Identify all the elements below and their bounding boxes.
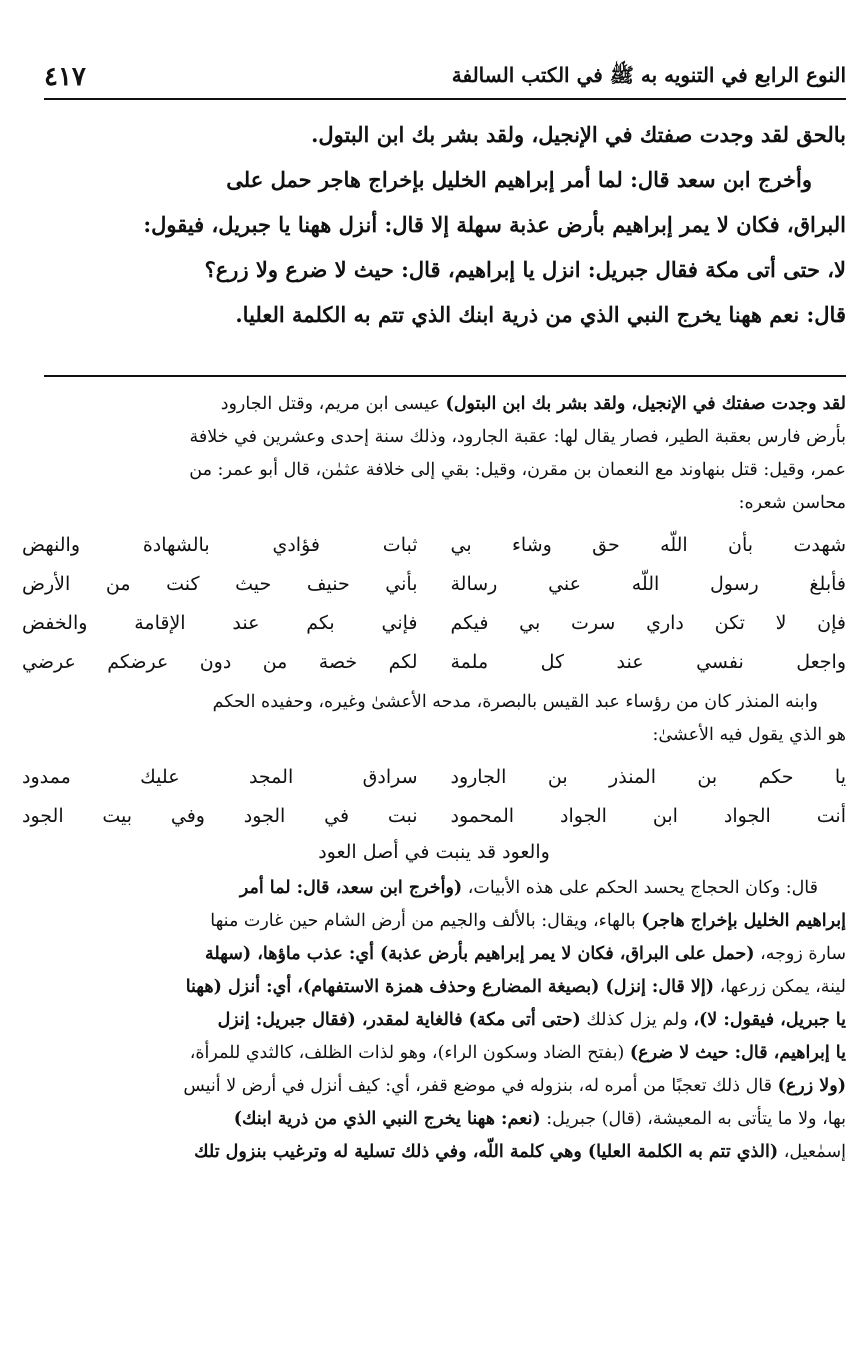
- verse-first-hemistich: يا حكم بن المنذر بن الجارود: [450, 766, 846, 788]
- commentary-line: [22, 1070, 846, 1103]
- page-number: ٤١٧: [44, 62, 86, 92]
- main-line: بالحق لقد وجدت صفتك في الإنجيل، ولقد بشر بك ابن البتول.: [311, 122, 846, 147]
- commentary-bold: (وأخرج ابن سعد، قال: لما أمر: [239, 878, 463, 898]
- verse-second-hemistich: فإني بكم عند الإقامة والخفض: [22, 612, 418, 634]
- commentary-line: [22, 872, 846, 905]
- verse-first-hemistich: واجعل نفسي عند كل ملمة: [450, 651, 846, 673]
- verse-row: [22, 565, 846, 604]
- running-header: [44, 52, 846, 100]
- commentary-text: بأرض فارس بعقبة الطير، فصار يقال لها: عقبة الجارود، وذلك سنة إحدى وعشرين في خلافة: [189, 427, 846, 447]
- verse-row: [22, 758, 846, 797]
- commentary-bold: (ولا زرع): [777, 1076, 846, 1096]
- verse-first-hemistich: شهدت بأن اللّه حق وشاء بي: [450, 534, 846, 556]
- header-title: النوع الرابع في التنويه به ﷺ في الكتب السالفة: [451, 63, 846, 87]
- commentary: [22, 388, 846, 1169]
- verse-row: [22, 643, 846, 682]
- commentary-text: إسمٰعيل،: [778, 1142, 846, 1162]
- commentary-line: [22, 1136, 846, 1169]
- verse-second-hemistich: سرادق المجد عليك ممدود: [22, 766, 418, 788]
- commentary-line: [22, 1103, 846, 1136]
- commentary-text: عمر، وقيل: قتل بنهاوند مع النعمان بن مقرن، وقيل: بقي إلى خلافة عثمٰن، قال أبو عمر: من: [189, 460, 846, 480]
- verse-single: والعود قد ينبت في أصل العود: [318, 841, 550, 863]
- main-line: وأخرج ابن سعد قال: لما أمر إبراهيم الخليل بإخراج هاجر حمل على: [226, 167, 812, 192]
- commentary-text: قال ذلك تعجبًا من أمره له، بنزوله في موضع قفر، أي: كيف أنزل في أرض لا أنيس: [183, 1076, 778, 1096]
- poem-1: [22, 526, 846, 682]
- commentary-text: سارة زوجه،: [754, 944, 846, 964]
- commentary-text: قال: وكان الحجاج يحسد الحكم على هذه الأبيات،: [462, 878, 818, 898]
- commentary-bold: (نعم: ههنا يخرج النبي الذي من ذرية ابنك): [233, 1109, 541, 1129]
- verse-row: [22, 604, 846, 643]
- poem-2: [22, 758, 846, 868]
- commentary-line: [22, 454, 846, 487]
- commentary-line: [22, 487, 846, 520]
- verse-second-hemistich: نبت في الجود وفي بيت الجود: [22, 805, 418, 827]
- commentary-text: محاسن شعره:: [738, 493, 846, 513]
- footnote-divider: [44, 375, 846, 377]
- commentary-line: هو الذي يقول فيه الأعشىٰ:: [652, 725, 846, 745]
- main-line: لا، حتى أتى مكة فقال جبريل: انزل يا إبراهيم، قال: حيث لا ضرع ولا زرع؟: [204, 257, 846, 282]
- commentary-bold: (حتى أتى مكة) فالغاية لمقدر، (فقال جبريل: إنزل: [217, 1010, 581, 1030]
- commentary-text: عيسى ابن مريم، وقتل الجارود: [220, 394, 446, 414]
- commentary-text: (بفتح الضاد وسكون الراء)، وهو لذات الظلف، كالثدي للمرأة،: [189, 1043, 630, 1063]
- commentary-bold: (إلا قال: إنزل) (بصيغة المضارع وحذف همزة الاستفهام)، أي: أنزل (ههنا: [185, 977, 715, 997]
- verse-first-hemistich: فإن لا تكن داري سرت بي فيكم: [450, 612, 846, 634]
- commentary-text: لينة، يمكن زرعها،: [714, 977, 846, 997]
- commentary-text: بها، ولا ما يتأتى به المعيشة، (قال) جبريل:: [540, 1109, 846, 1129]
- commentary-bold: (حمل على البراق، فكان لا يمر إبراهيم بأرض عذبة) أي: عذب ماؤها، (سهلة: [204, 944, 755, 964]
- commentary-bold: (الذي تتم به الكلمة العليا) وهي كلمة اللّه، وفي ذلك تسلية له وترغيب بنزول تلك: [194, 1142, 779, 1162]
- commentary-text: بالهاء، ويقال: بالألف والجيم من أرض الشام حين غارت منها: [210, 911, 642, 931]
- commentary-text: ولم يزل كذلك: [580, 1010, 694, 1030]
- commentary-bold: يا إبراهيم، قال: حيث لا ضرع): [629, 1043, 846, 1063]
- verse-row: [22, 526, 846, 565]
- commentary-line: [22, 388, 846, 421]
- commentary-line: وابنه المنذر كان من رؤساء عبد القيس بالبصرة، مدحه الأعشىٰ وغيره، وحفيده الحكم: [212, 692, 818, 712]
- commentary-bold: إبراهيم الخليل بإخراج هاجر): [641, 911, 846, 931]
- verse-second-hemistich: بأني حنيف حيث كنت من الأرض: [22, 573, 418, 595]
- commentary-line: [22, 421, 846, 454]
- commentary-line: [22, 905, 846, 938]
- verse-first-hemistich: أنت الجواد ابن الجواد المحمود: [450, 805, 846, 827]
- commentary-bold: لقد وجدت صفتك في الإنجيل، ولقد بشر بك ابن البتول): [445, 394, 846, 414]
- verse-second-hemistich: ثبات فؤادي بالشهادة والنهض: [22, 534, 418, 556]
- verse-first-hemistich: فأبلغ رسول اللّه عني رسالة: [450, 573, 846, 595]
- verse-second-hemistich: لكم خصة من دون عرضكم عرضي: [22, 651, 418, 673]
- commentary-bold: يا جبريل، فيقول: لا)،: [693, 1010, 846, 1030]
- main-text: [44, 112, 846, 337]
- commentary-line: [22, 938, 846, 971]
- commentary-line: [22, 1037, 846, 1070]
- main-line: قال: نعم ههنا يخرج النبي الذي من ذرية ابنك الذي تتم به الكلمة العليا.: [235, 302, 846, 327]
- main-line: البراق، فكان لا يمر إبراهيم بأرض عذبة سهلة إلا قال: أنزل ههنا يا جبريل، فيقول:: [143, 212, 846, 237]
- verse-row: [22, 797, 846, 836]
- commentary-line: [22, 971, 846, 1004]
- commentary-line: [22, 1004, 846, 1037]
